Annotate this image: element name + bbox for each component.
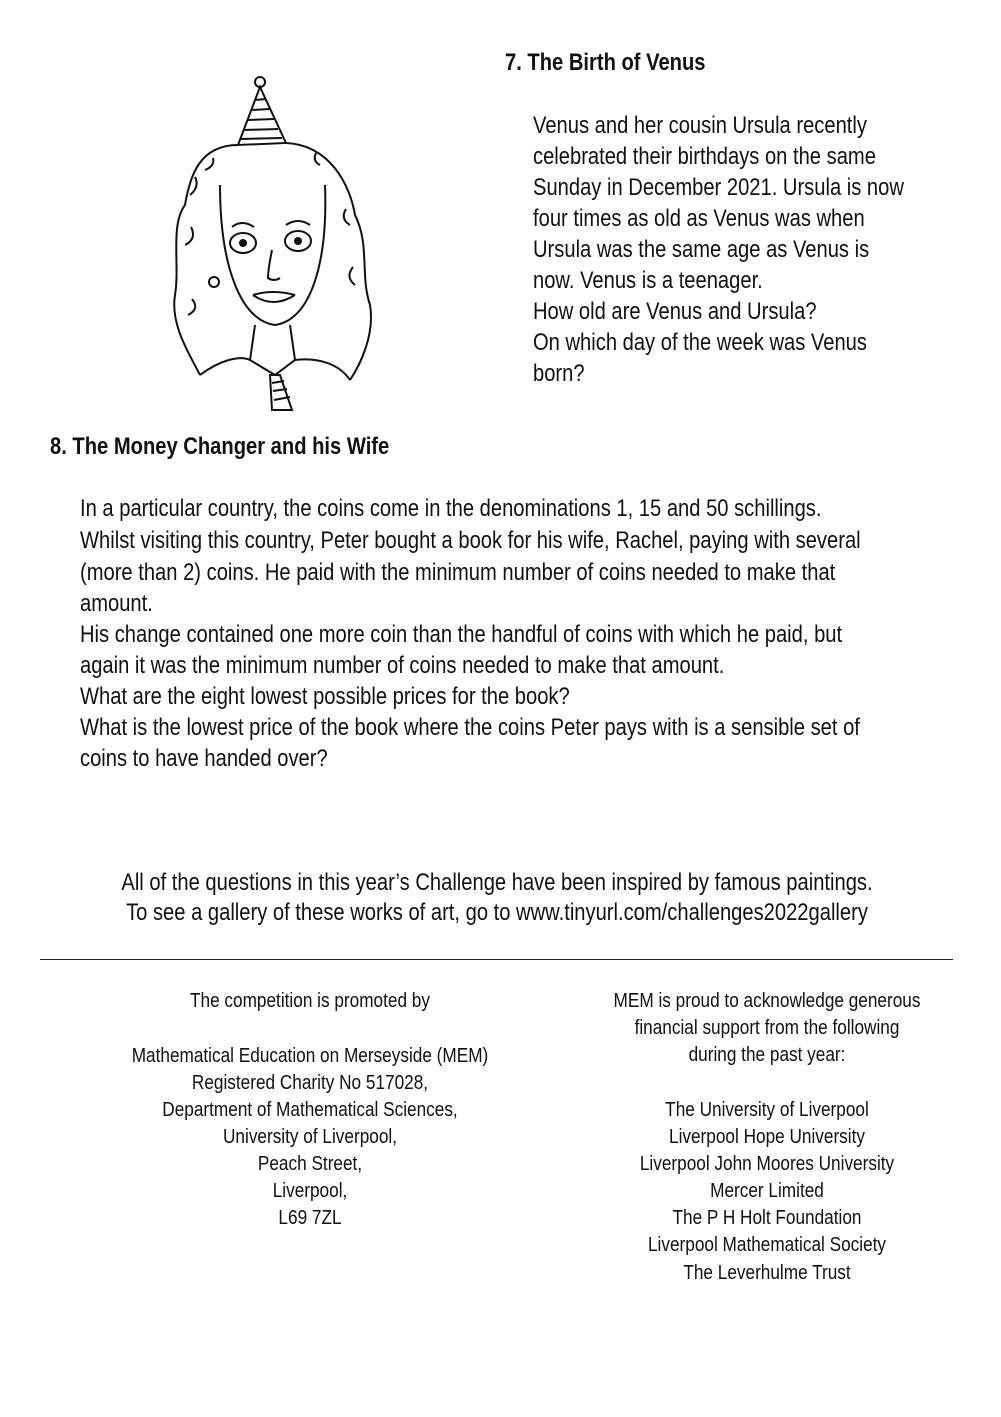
gallery-line: All of the questions in this year’s Challenge have been inspired by famous paintings. <box>121 869 873 896</box>
promoter-line: Peach Street, <box>257 1153 363 1175</box>
sponsor-item: Mercer Limited <box>710 1180 824 1202</box>
sponsors-intro: financial support from the following <box>634 1017 900 1039</box>
venus-illustration <box>160 75 390 415</box>
q7-line: celebrated their birthdays on the same <box>533 143 876 170</box>
sponsor-item: Liverpool John Moores University <box>639 1153 895 1175</box>
q7-line: On which day of the week was Venus <box>533 329 867 356</box>
q7-line: Ursula was the same age as Venus is <box>533 236 870 263</box>
q8-line: amount. <box>80 590 153 617</box>
sponsor-item: The University of Liverpool <box>665 1099 869 1121</box>
q7-line: born? <box>533 360 585 387</box>
sponsors-intro: during the past year: <box>688 1044 846 1066</box>
promoter-line: Mathematical Education on Merseyside (MEM) <box>131 1045 489 1067</box>
q8-line: What are the eight lowest possible prices for the book? <box>80 683 570 710</box>
promoter-line: Department of Mathematical Sciences, <box>162 1099 458 1121</box>
q7-line: Venus and her cousin Ursula recently <box>533 112 867 139</box>
q7-line: now. Venus is a teenager. <box>533 267 763 294</box>
promoter-line: Liverpool, <box>272 1180 348 1202</box>
gallery-link-line: To see a gallery of these works of art, go to www.tinyurl.com/challenges2022gallery <box>126 899 868 926</box>
sponsor-item: Liverpool Hope University <box>669 1126 865 1148</box>
q7-line: four times as old as Venus was when <box>533 205 865 232</box>
promoter-line: Registered Charity No 517028, <box>191 1072 429 1094</box>
q7-title: 7. The Birth of Venus <box>505 49 706 76</box>
q8-line: His change contained one more coin than the handful of coins with which he paid, but <box>80 621 843 648</box>
divider <box>40 959 953 960</box>
q7-line: Sunday in December 2021. Ursula is now <box>533 174 904 201</box>
sponsor-item: The P H Holt Foundation <box>672 1207 862 1229</box>
q7-line: How old are Venus and Ursula? <box>533 298 817 325</box>
promoter-line: L69 7ZL <box>278 1207 342 1229</box>
q8-line: coins to have handed over? <box>80 745 328 772</box>
sponsor-item: The Leverhulme Trust <box>683 1262 851 1284</box>
q8-line: What is the lowest price of the book where the coins Peter pays with is a sensible set of <box>80 714 860 741</box>
q8-line: In a particular country, the coins come in the denominations 1, 15 and 50 schillings. <box>80 495 822 522</box>
q8-line: Whilst visiting this country, Peter bought a book for his wife, Rachel, paying with several <box>80 527 861 554</box>
sponsors-intro: MEM is proud to acknowledge generous <box>613 990 921 1012</box>
promoter-intro: The competition is promoted by <box>190 990 430 1012</box>
q8-line: again it was the minimum number of coins needed to make that amount. <box>80 652 725 679</box>
sponsor-item: Liverpool Mathematical Society <box>647 1234 887 1256</box>
promoter-line: University of Liverpool, <box>223 1126 397 1148</box>
q8-line: (more than 2) coins. He paid with the minimum number of coins needed to make that <box>80 559 836 586</box>
q8-title: 8. The Money Changer and his Wife <box>50 433 390 460</box>
